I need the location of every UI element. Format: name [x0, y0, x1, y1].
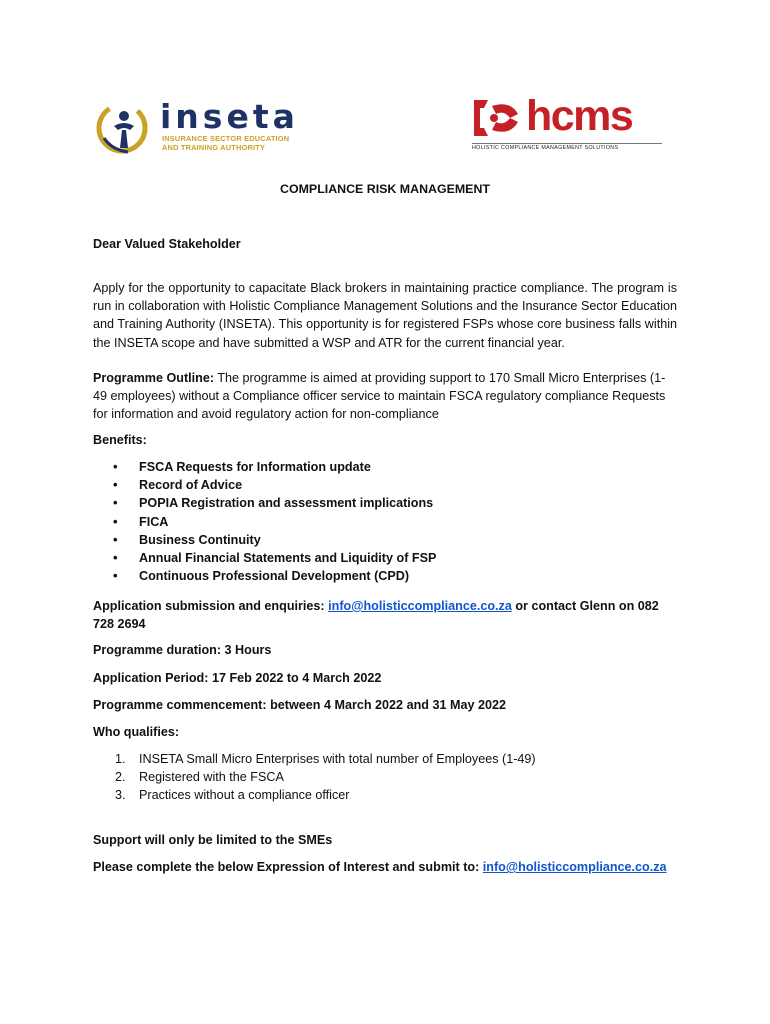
- list-number: 2.: [115, 770, 126, 785]
- list-item: • FSCA Requests for Information update: [93, 458, 653, 476]
- inseta-subtitle-line1: INSURANCE SECTOR EDUCATION: [162, 134, 290, 143]
- inseta-subtitle-line2: AND TRAINING AUTHORITY: [162, 142, 266, 152]
- page-title: COMPLIANCE RISK MANAGEMENT: [280, 182, 490, 196]
- application-email-link[interactable]: info@holisticcompliance.co.za: [328, 599, 512, 613]
- list-item: • Record of Advice: [93, 476, 653, 494]
- intro-paragraph: Apply for the opportunity to capacitate Black brokers in maintaining practice compliance. The program is run in collaboration with Holistic Compliance Management Solutions and the Insurance Sector Education and Training Authority (INSETA). This opportunity is for registered FSPs whose core business falls within the INSETA scope and have submitted a WSP and ATR for the current financial year.: [93, 281, 677, 350]
- complete-text: Please complete the below Expression of Interest and submit to:: [93, 860, 483, 874]
- list-item: • POPIA Registration and assessment implications: [93, 494, 653, 512]
- greeting: Dear Valued Stakeholder: [93, 237, 241, 251]
- hcms-wordmark: hcms: [526, 92, 633, 140]
- outline-label: Programme Outline:: [93, 371, 215, 385]
- submit-email-link[interactable]: info@holisticcompliance.co.za: [482, 860, 667, 874]
- application-line: [93, 597, 677, 633]
- hcms-divider: [472, 143, 662, 144]
- application-label: Application submission and enquiries:: [93, 599, 329, 613]
- list-text: INSETA Small Micro Enterprises with total number of Employees (1-49): [139, 752, 536, 766]
- list-item: • Annual Financial Statements and Liquidity of FSP: [93, 549, 653, 567]
- outline-text: The programme is aimed at providing support to 170 Small Micro Enterprises (1-49 employees) without a Compliance officer service to maintain FSCA regulatory compliance Requests for information and avoid regulatory action for non-compliance: [93, 371, 666, 422]
- hcms-logo: [470, 94, 662, 154]
- list-text: Registered with the FSCA: [139, 770, 284, 785]
- inseta-wordmark: inseta: [160, 97, 299, 136]
- benefits-heading: Benefits:: [93, 433, 147, 447]
- list-item: • Continuous Professional Development (CPD): [93, 567, 653, 585]
- application-contact: or contact Glenn on 082 728 2694: [93, 599, 659, 632]
- list-item: [93, 786, 653, 804]
- inseta-subtitle: [162, 135, 289, 152]
- list-item: • FICA: [93, 513, 653, 531]
- application-period: Application Period: 17 Feb 2022 to 4 March 2022: [93, 671, 382, 685]
- hcms-tagline: HOLISTIC COMPLIANCE MANAGEMENT SOLUTIONS: [472, 145, 619, 151]
- programme-duration: Programme duration: 3 Hours: [93, 643, 272, 657]
- list-number: 1.: [115, 752, 126, 766]
- inseta-logo: [94, 97, 299, 160]
- benefits-list: [93, 458, 653, 585]
- complete-instruction: [93, 858, 693, 876]
- qualifies-list: [93, 750, 653, 805]
- list-text: Practices without a compliance officer: [139, 788, 350, 803]
- list-item: • Business Continuity: [93, 531, 653, 549]
- support-note: Support will only be limited to the SMEs: [93, 833, 333, 847]
- list-item: [93, 768, 653, 786]
- list-item: [93, 750, 653, 768]
- list-number: 3.: [115, 788, 126, 803]
- programme-commencement: Programme commencement: between 4 March 2022 and 31 May 2022: [93, 698, 506, 712]
- inseta-emblem-icon: [94, 98, 156, 160]
- programme-outline: [93, 369, 677, 424]
- qualifies-heading: Who qualifies:: [93, 725, 180, 739]
- hcms-emblem-icon: [470, 96, 524, 140]
